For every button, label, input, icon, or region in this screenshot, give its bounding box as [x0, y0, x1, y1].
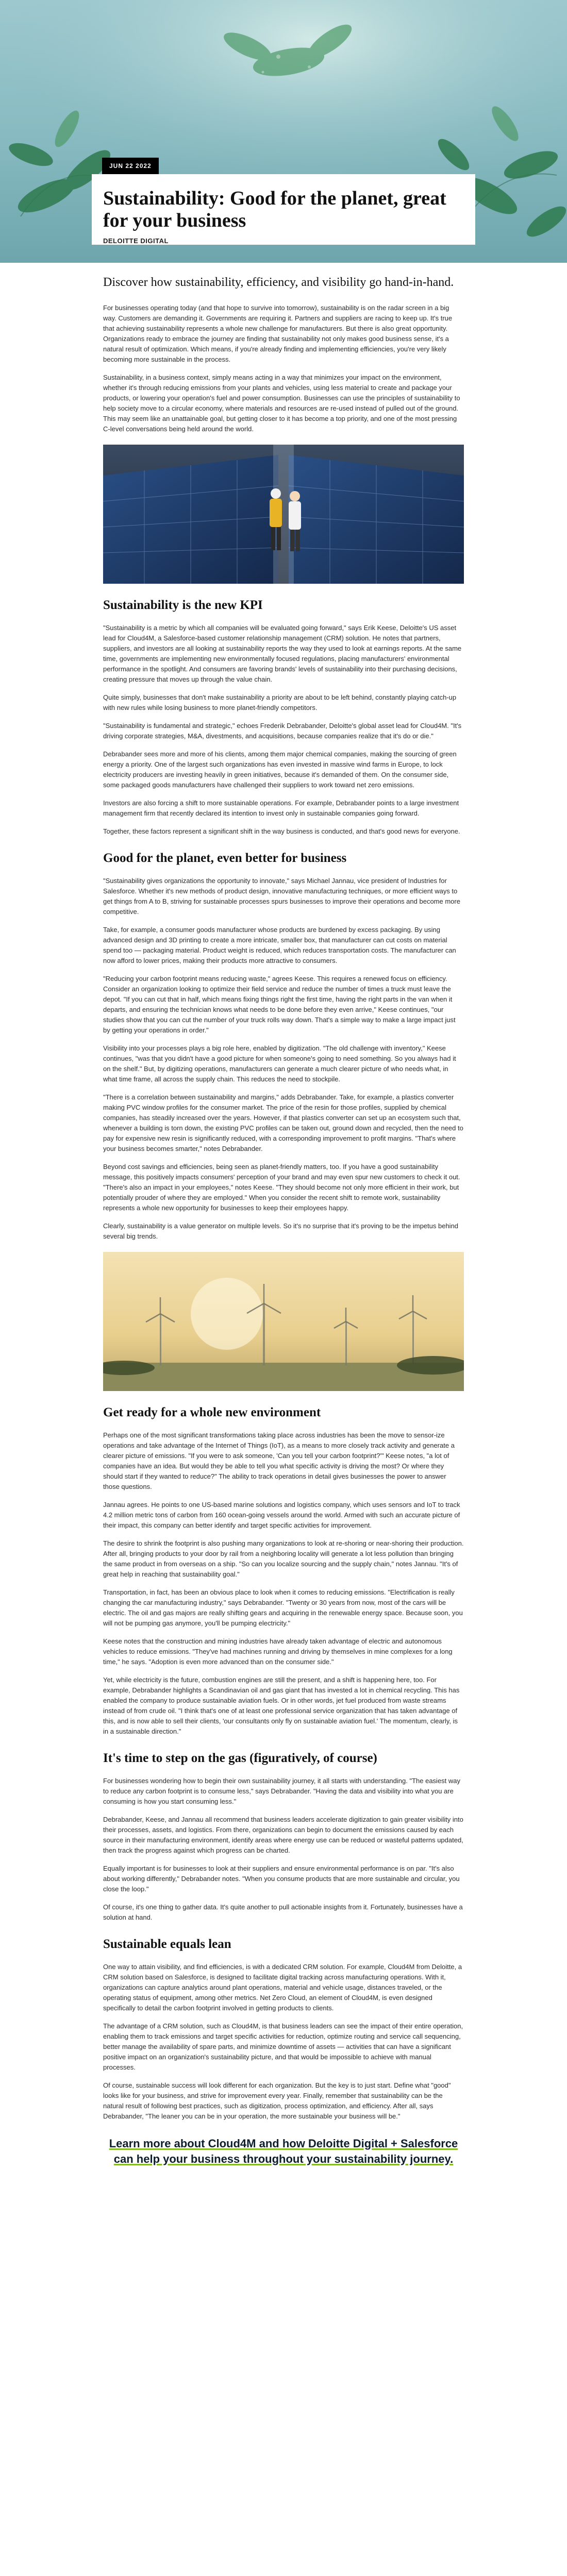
section-heading: Sustainable equals lean [103, 1937, 231, 1951]
section-paragraph: One way to attain visibility, and find efficiencies, is with a dedicated CRM solution. For example, Cloud4M from Deloitte, a CRM solution based on Salesforce, is designed to facilitate digital tracking across manufacturing operations. With it, organizations can capture analytics around plant operations, material and vehicle usage, distances traveled, or the operating status of equipment, among other metrics. Net Zero Cloud, an element of Cloud4M, is even designed specifically to detail the carbon footprint involved in getting products to clients. [103, 1963, 462, 2012]
section-paragraph: For businesses wondering how to begin their own sustainability journey, it all starts with understanding. "The easiest way to reduce any carbon footprint is to consume less," says Debrabander. "Having the data and visibility into what you are consuming is how you start consuming less." [103, 1777, 461, 1805]
section-paragraph: Beyond cost savings and efficiencies, being seen as planet-friendly matters, too. If you have a good sustainability message, this positively impacts consumers' perception of your brand and may even spur new customers to check it out. "There's also an impact in your employees," notes Keese. "They should become not only more efficient in their work, but potentially prouder of where they are employed." When you consider the recent shift to remote work, sustainability represents a whole new opportunity for businesses to keep their employees happy. [103, 1163, 460, 1212]
intro-paragraph: For businesses operating today (and that hope to survive into tomorrow), sustainability is on the radar screen in a big way. Customers are demanding it. Governments are requiring it. Partners and suppliers are racing to keep up. It's true that achieving sustainability represents a whole new challenge for manufacturers. But there is also great opportunity. Organizations ready to embrace the journey are finding that sustainability not only makes good business sense, it's a natural result of optimization. Which means, if you're already finding and implementing efficiencies, you're very likely becoming more sustainable in the process. [103, 304, 453, 363]
section-heading: Sustainability is the new KPI [103, 598, 263, 612]
section-paragraph: Quite simply, businesses that don't make sustainability a priority are about to be left behind, constantly playing catch-up with new rules while losing business to more planet-friendly competitors. [103, 693, 457, 711]
section-paragraph: Keese notes that the construction and mining industries have already taken advantage of electric and autonomous vehicles to reduce emissions. "They've had machines running and driving by themselves in mine complexes for a long time," he says. "Adoption is even more advanced than on the consumer side." [103, 1637, 453, 1666]
section-paragraph: "Sustainability gives organizations the opportunity to innovate," says Michael Jannau, vice president of Industries for Salesforce. Whether it's new methods of product design, innovative manufacturing techniques, or more efficient ways to get things from A to B, striving for sustainable processes spurs businesses to improve their operations and become more competitive. [103, 877, 460, 916]
section-paragraph: The advantage of a CRM solution, such as Cloud4M, is that business leaders can see the impact of their entire operation, enabling them to track emissions and target specific activities for reduction, optimize routing and service call sequencing, better manage the availability of spare parts, and minimize downtime of assets — activities that can have a significant positive impact on an organization's sustainability picture, and that would be impossible to achieve with manual processes. [103, 2022, 463, 2071]
section-paragraph: Debrabander, Keese, and Jannau all recommend that business leaders accelerate digitization to gain greater visibility into their processes, assets, and logistics. From there, organizations can begin to document the emissions caused by each source in their manufacturing environment, identify areas where energy use can be reduced or wasteful patterns updated, then track the progress against which progress can be charted. [103, 1816, 463, 1854]
section-paragraph: Perhaps one of the most significant transformations taking place across industries has been the move to sensor-ize operations and take advantage of the Internet of Things (IoT), as a means to more closely track activity and generate a clearer picture of emissions. "If you were to ask someone, 'Can you tell your carbon footprint?'" Keese notes, "a lot of companies have an idea. But would they be able to tell you what specific activity is driving the most? Or where they should start if they wanted to reduce?" The ability to track operations in detail gives businesses the power to answer those questions. [103, 1431, 455, 1490]
section-heading: Get ready for a whole new environment [103, 1405, 321, 1419]
article-body [103, 274, 464, 2167]
cta-link[interactable] [103, 2136, 464, 2167]
section-paragraph: Together, these factors represent a significant shift in the way business is conducted, and that's good news for everyone. [103, 827, 460, 835]
page-title: Sustainability: Good for the planet, great for your business [103, 188, 446, 231]
section-paragraph: Visibility into your processes plays a big role here, enabled by digitization. "The old challenge with inventory," Keese continues, "was that you didn't have a good picture for when someone's going to need something. So you always had it on the shelf." But, by digitizing operations, manufacturers can generate a much clearer picture of who needs what, in what time frame, all across the supply chain. This reduces the need to stockpile. [103, 1044, 456, 1083]
article-subtitle: Discover how sustainability, efficiency, and visibility go hand-in-hand. [103, 276, 454, 289]
title-card [92, 174, 475, 245]
section-paragraph: Equally important is for businesses to look at their suppliers and ensure environmental performance is on par. "It's also about working differently," Debrabander notes. "When you consume products that are more sustainable and circular, you close the loop." [103, 1865, 460, 1893]
section-paragraph: Take, for example, a consumer goods manufacturer whose products are burdened by excess packaging. By using advanced design and 3D printing to create a more intricate, smaller box, that manufacturer can cut costs on material spend too — packaging material. Product weight is reduced, which reduces transportation costs. The manufacturer can now afford to lower prices, making their products more attractive to consumers. [103, 926, 456, 964]
section-heading: Good for the planet, even better for business [103, 851, 347, 865]
intro-paragraph: Sustainability, in a business context, simply means acting in a way that minimizes your impact on the environment, whether it's through reducing emissions from your plants and vehicles, using less material to create and package your products, or lowering your operation's fuel and power consumption. Businesses can use the principles of sustainability to help society move to a circular economy, where materials and resources are re-used instead of pulled out of the ground. This may seem like an unattainable goal, but getting closer to it has become a top priority, and one of the most pressing C-level conversations being held around the world. [103, 374, 460, 433]
section-paragraph: "Reducing your carbon footprint means reducing waste," agrees Keese. This requires a renewed focus on efficiency. Consider an organization looking to optimize their field service and reduce the number of times a truck must leave the depot. "If you can cut that in half, which means fixing things right the first time, having the right parts in the van when it departs, and ensuring the technician knows what needs to be done before they even arrive," Keese continues, "our studies show that you can cut the number of your truck rolls way down. That's a simple way to make a large impact just by getting your operations in order." [103, 975, 456, 1034]
section-paragraph: The desire to shrink the footprint is also pushing many organizations to look at re-shoring or near-shoring their production. After all, bringing products to your door by rail from a neighboring locality will generate a lot less pollution than bringing the same product in from overseas on a ship. "So can you localize sourcing and the supply chain," notes Jannau. "It's of great help in reaching that sustainability goal." [103, 1539, 464, 1578]
section-paragraph: Of course, sustainable success will look different for each organization. But the key is to just start. Define what "good" looks like for your business, and strive for improvement every year. Finally, remember that sustainability can be the natural result of following best practices, such as digitization, process optimization, and efficiency. After all, says Debrabander, "The leaner you can be in your operation, the more sustainable your business will be." [103, 2081, 451, 2120]
section-paragraph: Of course, it's one thing to gather data. It's quite another to pull actionable insights from it. Fortunately, businesses have a solution at hand. [103, 1903, 463, 1921]
section-paragraph: "Sustainability is fundamental and strategic," echoes Frederik Debrabander, Deloitte's global asset lead for Cloud4M. "It's driving corporate strategies, M&A, divestments, and acquisitions, because companies realize that it's do or die." [103, 722, 462, 740]
date-badge: JUN 22 2022 [102, 158, 159, 174]
section-paragraph: "Sustainability is a metric by which all companies will be evaluated going forward," says Erik Keese, Deloitte's US asset lead for Cloud4M, a Salesforce-based customer relationship management (CRM) solution. He notes that partners, suppliers, and investors are all looking at sustainability reports the way they used to look at earnings reports. At the same time, governments are implementing new environmentally focused regulations, placing manufacturers' environmental performance in the spotlight. And consumers are favoring brands' levels of sustainability into their purchasing decisions, creating pressure that moves up through the value chain. [103, 624, 462, 683]
section-paragraph: Jannau agrees. He points to one US-based marine solutions and logistics company, which uses sensors and IoT to track 4.2 million metric tons of carbon from 160 ocean-going vessels around the world. Armed with such an accurate picture of their impact, this company can better identify and target specific activities for improvement. [103, 1501, 460, 1529]
section-paragraph: Yet, while electricity is the future, combustion engines are still the present, and a shift is happening here, too. For example, Debrabander highlights a Scandinavian oil and gas giant that has invested a lot in chemical recycling. This has enabled the company to produce sustainable aviation fuels. Or in other words, jet fuel produced from waste streams instead of from crude oil. "I think that's one of at least one professional service organization that has taken advantage of this, and is now able to sell their clients, 'our consultants only fly on sustainable aviation fuel.' The momentum, clearly, is in a sustainable direction." [103, 1676, 460, 1735]
cta-text[interactable]: Learn more about Cloud4M and how Deloitte Digital + Salesforce can help your business throughout your sustainability journey. [109, 2137, 458, 2165]
section-paragraph: Clearly, sustainability is a value generator on multiple levels. So it's no surprise that it's proving to be the impetus behind several big trends. [103, 1222, 459, 1240]
solar-panels-photo [103, 445, 464, 584]
wind-turbines-photo [103, 1252, 464, 1391]
section-paragraph: Transportation, in fact, has been an obvious place to look when it comes to reducing emissions. "Electrification is really changing the car manufacturing industry," says Debrabander. "Twenty or 30 years from now, most of the cars will be electric. The oil and gas majors are really shifting gears and acquiring in the renewable energy space. Because soon, you will not be pumping gas anymore, you'll be pumping electricity." [103, 1588, 463, 1627]
section-heading: It's time to step on the gas (figuratively, of course) [103, 1751, 377, 1765]
section-paragraph: "There is a correlation between sustainability and margins," adds Debrabander. Take, for example, a plastics converter making PVC window profiles for the consumer market. The price of the resin for those profiles, supplied by chemical companies, has steadily increased over the years. However, if that plastics converter can set up an ecosystem such that, whenever a building is torn down, the existing PVC profiles can be taken out, ground down and recycled, then the need to pay for expensive new resin is significantly reduced, with a corresponding improvement to profit margins. "That's where your business becomes smarter," notes Debrabander. [103, 1093, 463, 1153]
section-paragraph: Debrabander sees more and more of his clients, among them major chemical companies, making the sourcing of green energy a priority. One of the largest such organizations has even invested in massive wind farms in Europe, to lock electricity producers are investing heavily in green initiatives, because it's demanded of them. On the consumer side, some packaged goods manufacturers have challenged their suppliers to work toward net zero emissions. [103, 750, 457, 789]
byline: DELOITTE DIGITAL [103, 237, 169, 245]
section-paragraph: Investors are also forcing a shift to more sustainable operations. For example, Debrabander points to a large investment management firm that recently declared its intention to invest only in sustainable companies going forward. [103, 799, 459, 817]
